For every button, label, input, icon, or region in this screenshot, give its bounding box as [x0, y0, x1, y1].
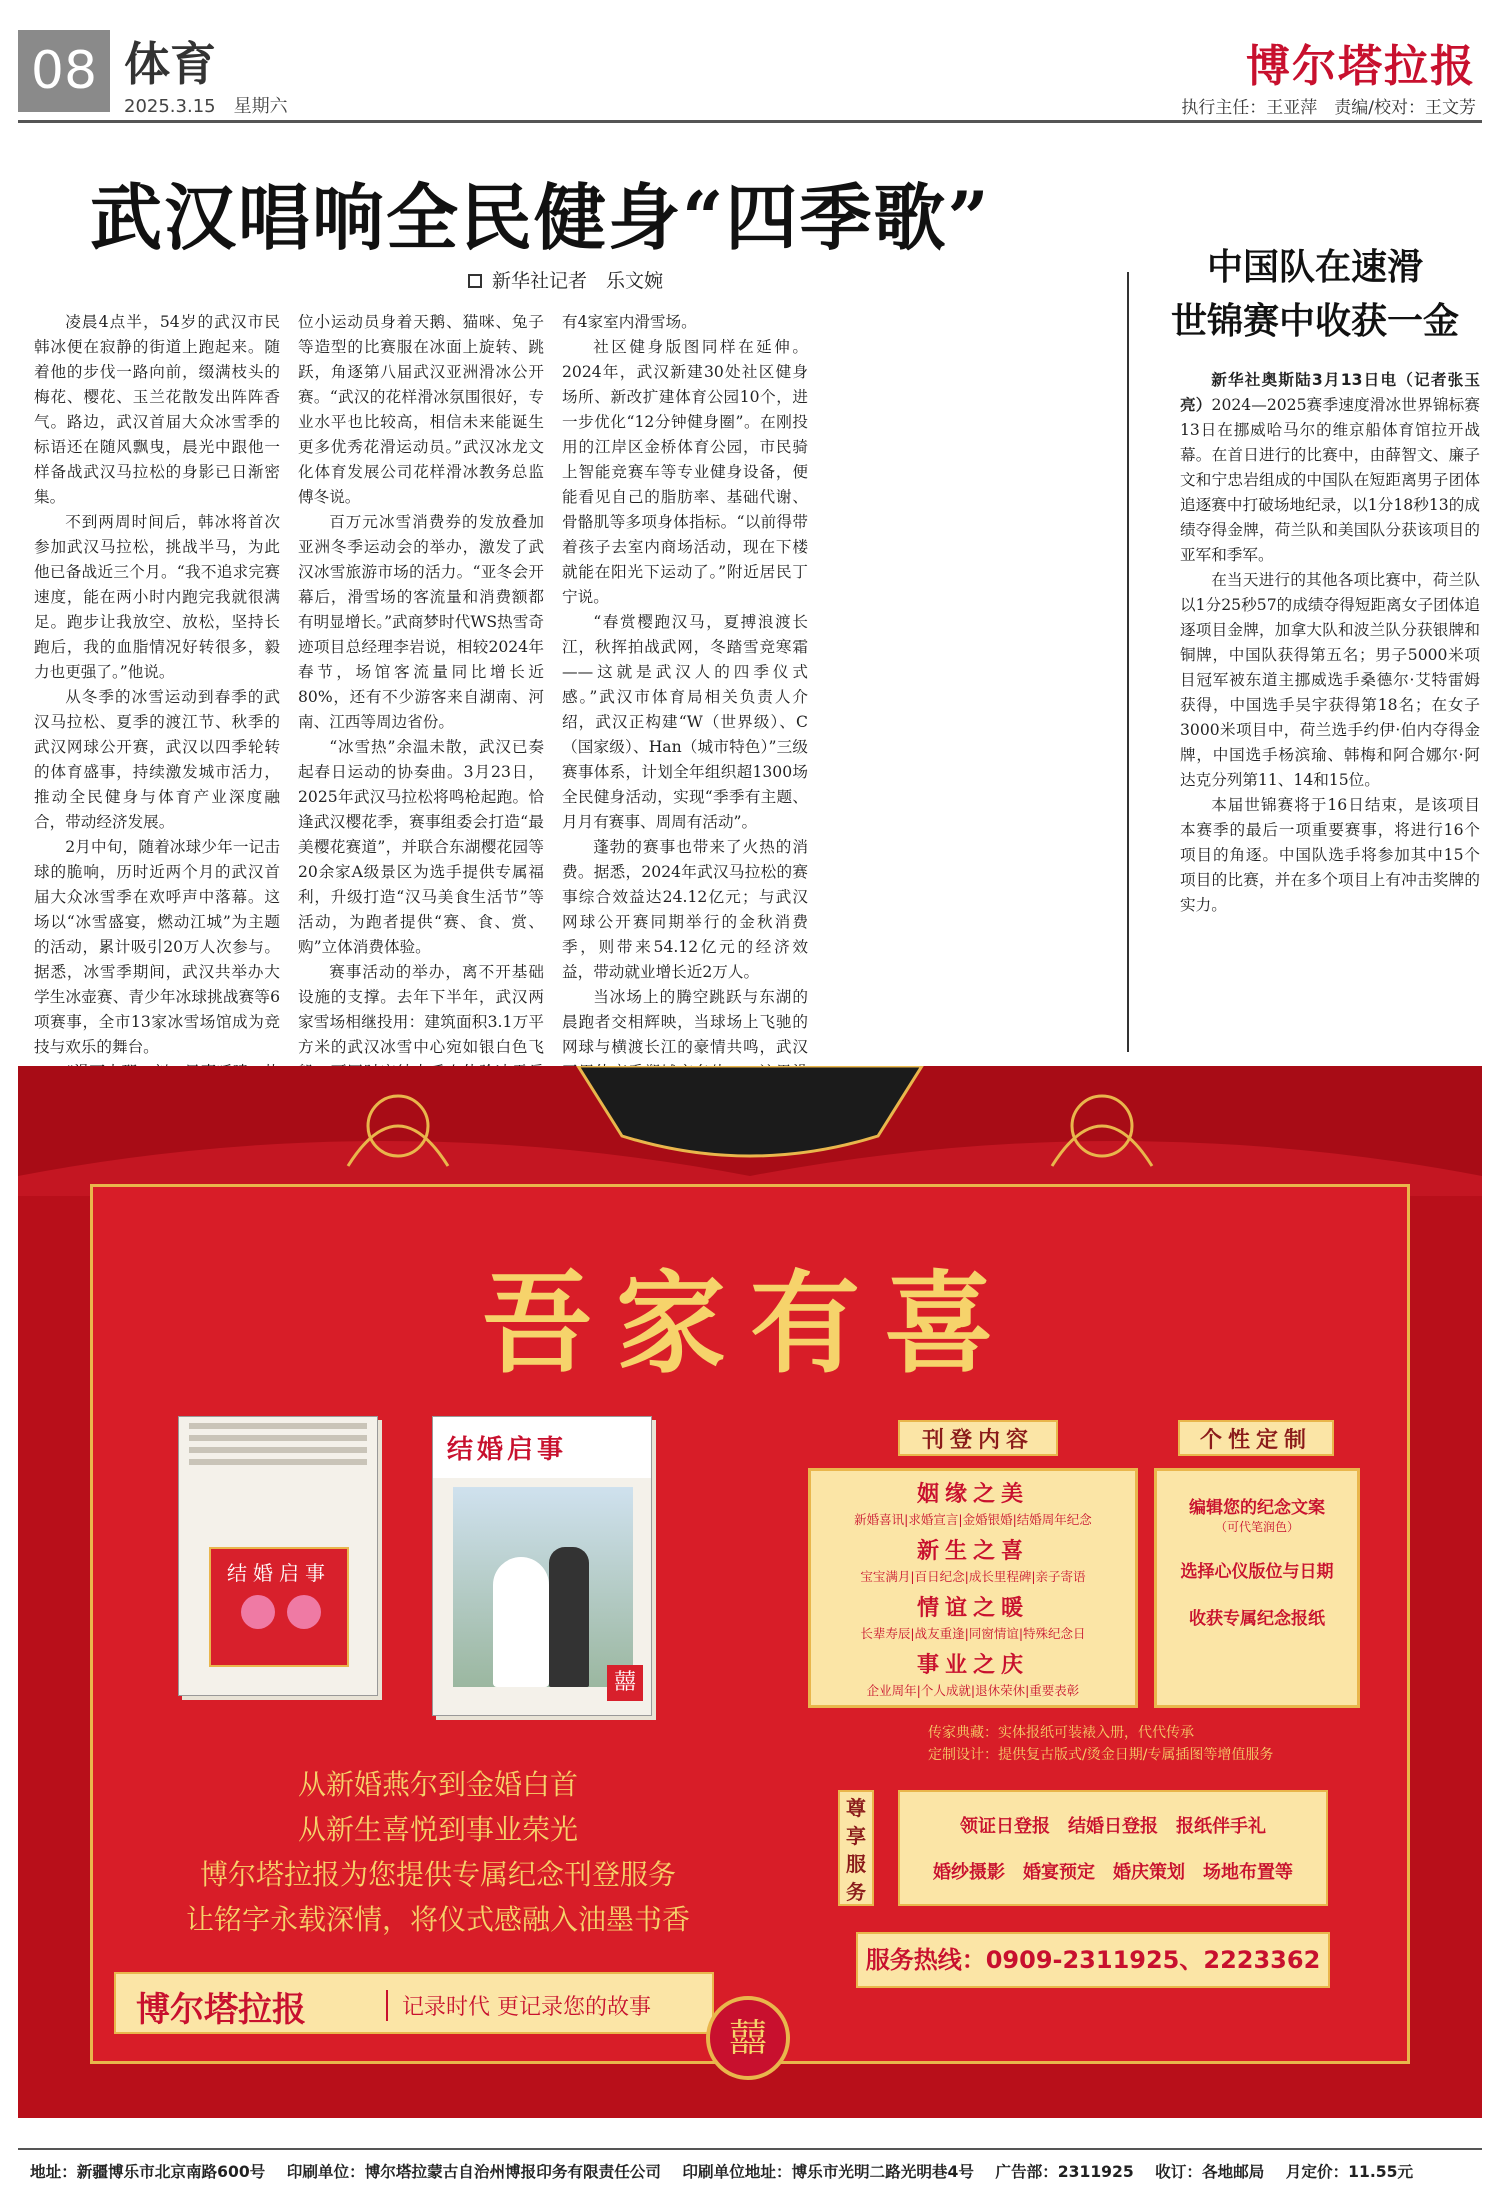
footer-price: 月定价：11.55元 — [1285, 2163, 1414, 2181]
footer-printer: 印刷单位：博尔塔拉蒙古自治州博报印务有限责任公司 — [286, 2163, 661, 2181]
category-items: 新婚喜讯|求婚宣言|金婚银婚|结婚周年纪念 — [854, 1512, 1092, 1527]
double-happiness-icon: 囍 — [607, 1665, 643, 1701]
paragraph-text: 2024—2025赛季速度滑冰世界锦标赛13日在挪威哈马尔的维京船体育馆拉开战幕。在首日进行的比赛中，由薛智文、廉子文和宁忠岩组成的中国队在短距离男子团体追逐赛中打破场地纪录，以1分18秒13的成绩夺得金牌，荷兰队和美国队分获该项目的亚军和季军。 — [1180, 396, 1480, 564]
content-panel — [808, 1468, 1138, 1708]
page-number: 08 — [18, 30, 110, 112]
paragraph: “春赏樱跑汉马，夏搏浪渡长江，秋挥拍战武网，冬踏雪竞寒霜——这就是武汉人的四季仪式感。”武汉市体育局相关负责人介绍，武汉正构建“W（世界级）、C（国家级）、Han（城市特色）”三级赛事体系，计划全年组织超1300场全民健身活动，实现“季季有主题、月月有赛事、周周有活动”。 — [562, 613, 808, 831]
paragraph: 当冰场上的腾空跳跃与东湖的晨跑者交相辉映，当球场上飞驰的网球与横渡长江的豪情共鸣，武汉 — [562, 988, 808, 1056]
paper-headline: 结婚启事 — [433, 1417, 651, 1478]
bride-figure — [493, 1557, 549, 1687]
slogan-line: 从新婚燕尔到金婚白首 — [297, 1768, 578, 1801]
double-happiness-seal-icon: 囍 — [706, 1996, 790, 2080]
newspaper-sample-1 — [178, 1416, 378, 1696]
dateline: 新华社奥斯陆3月13日电（记者张玉亮） — [1180, 371, 1480, 414]
service-hotline: 服务热线：0909-2311925、2223362 — [856, 1932, 1330, 1988]
paragraph: 蓬勃的赛事也带来了火热的消费。据悉，2024年武汉马拉松的赛事综合效益达24.12亿元；与武汉网球公开赛同期举行的金秋消费季，则带来54.12亿元的经济效益，带动就业增长近2万人。 — [562, 838, 808, 981]
text-line — [189, 1459, 367, 1465]
ad-brand-bar — [114, 1972, 714, 2034]
custom-item: 收获专属纪念报纸 — [1189, 1609, 1325, 1629]
masthead-logo: 博尔塔拉报 — [1246, 41, 1476, 92]
paragraph — [1180, 368, 1480, 568]
side-headline-line: 中国队在速滑 — [1206, 246, 1423, 288]
side-article-body — [1180, 368, 1480, 918]
ad-slogan — [158, 1762, 718, 1942]
footer-divider — [18, 2148, 1482, 2150]
issue-date: 2025.3.15 星期六 — [124, 96, 288, 117]
slogan-line: 让铭字永载深情，将仪式感融入油墨书香 — [185, 1903, 690, 1936]
ornament-icon — [18, 1066, 1482, 1196]
main-headline: 武汉唱响全民健身“四季歌” — [90, 175, 991, 260]
custom-item: 选择心仪版位与日期 — [1180, 1562, 1334, 1582]
paragraph: 社区健身版图同样在延伸。2024年，武汉新建30处社区健身场所、新改扩建体育公园10个，进一步优化“12分钟健身圈”。在刚投用的江岸区金桥体育公园，市民骑上智能竞赛车等专业健身设备，便能看见自己的脂肪率、基础代谢、骨骼肌等多项身体指标。“以前得带着孩子去室内商场活动，现在下楼就能在阳光下运动了。”附近居民丁宁说。 — [562, 338, 808, 606]
footer-printer-address: 印刷单位地址：博乐市光明二路光明巷4号 — [682, 2163, 974, 2181]
wedding-advertisement — [18, 1066, 1482, 2118]
category-title: 新生之喜 — [916, 1538, 1029, 1564]
paragraph: 凌晨4点半，54岁的武汉市民韩冰便在寂静的街道上跑起来。随着他的步伐一路向前，缀满枝头的梅花、樱花、玉兰花散发出阵阵香气。路边，武汉首届大众冰雪季的标语还在随风飘曳，晨光中跟他一样备战武汉马拉松的身影已日渐密集。 — [34, 313, 280, 506]
brand-tagline: 记录时代 更记录您的故事 — [386, 1990, 651, 2021]
text-line — [189, 1423, 367, 1429]
service-label: 尊享服务 — [838, 1790, 874, 1906]
article-column-2 — [298, 310, 544, 1160]
category-title: 情谊之暖 — [916, 1595, 1029, 1621]
text-line — [189, 1435, 367, 1441]
custom-panel — [1154, 1468, 1360, 1708]
text-line — [189, 1447, 367, 1453]
paragraph: 有4家室内滑雪场。 — [562, 313, 697, 331]
editor-credits: 执行主任：王亚萍 责编/校对：王文芳 — [1181, 98, 1476, 118]
header-divider — [18, 120, 1482, 123]
paragraph: 不到两周时间后，韩冰将首次参加武汉马拉松，挑战半马，为此他已备战近三个月。“我不追求完赛速度，能在两小时内跑完我就很满足。跑步让我放空、放松，坚持长跑后，我的血脂情况好转很多，毅力也更强了。”他说。 — [34, 513, 280, 681]
footer — [30, 2160, 1470, 2182]
wedding-photo — [453, 1487, 633, 1687]
footer-address: 地址：新疆博乐市北京南路600号 — [30, 2163, 266, 2181]
side-headline — [1140, 240, 1490, 348]
byline-box-icon — [468, 274, 482, 288]
paragraph: 本届世锦赛将于16日结束，是该项目本赛季的最后一项重要赛事，将进行16个项目的角逐。中国队选手将参加其中15个项目的比赛，并在多个项目上有冲击奖牌的实力。 — [1180, 796, 1480, 914]
slogan-line: 博尔塔拉报为您提供专属纪念刊登服务 — [199, 1858, 676, 1891]
category-title: 姻缘之美 — [916, 1481, 1029, 1507]
custom-note: （可代笔润色） — [1214, 1520, 1299, 1534]
category-items: 宝宝满月|百日纪念|成长里程碑|亲子寄语 — [860, 1569, 1086, 1584]
category-title: 事业之庆 — [916, 1652, 1029, 1678]
article-column-1 — [34, 310, 280, 1185]
custom-heading: 个性定制 — [1178, 1420, 1334, 1456]
paragraph: “冰雪热”余温未散，武汉已奏起春日运动的协奏曲。3月23日，2025年武汉马拉松将鸣枪起跑。恰逢武汉樱花季，赛事组委会打造“最美樱花赛道”，并联合东湖樱花园等20余家A级景区为选手提供专属福利，升级打造“汉马美食生活节”等活动，为跑者提供“赛、食、赏、购”立体消费体验。 — [298, 738, 544, 956]
brand-logo: 博尔塔拉报 — [136, 1990, 306, 2030]
custom-item: 编辑您的纪念文案 — [1189, 1498, 1325, 1518]
groom-figure — [549, 1547, 589, 1687]
note-line: 定制设计：提供复古版式/烫金日期/专属插图等增值服务 — [928, 1747, 1274, 1763]
ad-title: 吾家有喜 — [482, 1259, 1018, 1388]
content-heading: 刊登内容 — [898, 1420, 1058, 1456]
heart-icon — [241, 1595, 275, 1629]
slogan-line: 从新生喜悦到事业荣光 — [297, 1813, 578, 1846]
paragraph: 从冬季的冰雪运动到春季的武汉马拉松、夏季的渡江节、秋季的武汉网球公开赛，武汉以四季轮转的体育盛事，持续激发城市活力，推动全民健身与体育产业深度融合，带动经济发展。 — [34, 688, 280, 831]
article-column-3 — [562, 310, 808, 1160]
wedding-notice-card — [209, 1547, 349, 1667]
side-headline-line: 世锦赛中收获一金 — [1170, 300, 1459, 342]
paragraph: 赛事活动的举办，离不开基础设施的支撑。去年下半年，武汉两家雪场相继投用：建筑面积3.1万平方米的武汉冰雪中心宛如银白色飞 — [298, 963, 544, 1056]
card-title: 结婚启事 — [227, 1561, 331, 1585]
note-line: 传家典藏：实体报纸可装裱入册，代代传承 — [928, 1725, 1194, 1741]
service-line: 婚纱摄影 婚宴预定 婚庆策划 场地布置等 — [933, 1862, 1293, 1883]
category-items: 长辈寿辰|战友重逢|同窗情谊|特殊纪念日 — [860, 1626, 1086, 1641]
newspaper-sample-2 — [432, 1416, 652, 1716]
service-box — [898, 1790, 1328, 1906]
byline-text: 新华社记者 乐文婉 — [492, 270, 664, 292]
column-divider — [1127, 272, 1129, 1052]
paragraph: 在当天进行的其他各项比赛中，荷兰队以1分25秒57的成绩夺得短距离女子团体追逐项目金牌，加拿大队和波兰队分获银牌和铜牌，中国队获得第五名；男子5000米项目冠军被东道主挪威选手桑德尔·艾特雷姆获得，中国选手吴宇获得第18名；在女子3000米项目中，荷兰选手约伊·伯内夺得金牌，中国选手杨滨瑜、韩梅和阿合娜尔·阿达克分列第11、14和15位。 — [1180, 571, 1480, 789]
ad-notes — [928, 1722, 1273, 1766]
category-items: 企业周年|个人成就|退休荣休|重要表彰 — [866, 1683, 1080, 1698]
paragraph: 百万元冰雪消费券的发放叠加亚洲冬季运动会的举办，激发了武汉冰雪旅游市场的活力。“亚冬会开幕后，滑雪场的客流量和消费额都有明显增长。”武商梦时代WS热雪奇迹项目总经理李岩说，相较2024年春节，场馆客流量同比增长近80%，还有不少游客来自湖南、河南、江西等周边省份。 — [298, 513, 544, 731]
footer-ad-dept: 广告部：2311925 — [995, 2163, 1134, 2181]
footer-subscription: 收订：各地邮局 — [1155, 2163, 1265, 2181]
byline — [468, 266, 663, 293]
service-line: 领证日登报 结婚日登报 报纸伴手礼 — [960, 1816, 1266, 1837]
section-title: 体育 — [124, 37, 216, 91]
heart-icon — [287, 1595, 321, 1629]
paragraph: 2月中旬，随着冰球少年一记击球的脆响，历时近两个月的武汉首届大众冰雪季在欢呼声中落幕。这场以“冰雪盛宴，燃动江城”为主题的活动，累计吸引20万人次参与。据悉，冰雪季期间，武汉共举办大学生冰壶赛、青少年冰球挑战赛等6项赛事，全市13家冰雪场馆成为竞技与欢乐的舞台。 — [34, 838, 280, 1056]
paragraph: 位小运动员身着天鹅、猫咪、兔子等造型的比赛服在冰面上旋转、跳跃，角逐第八届武汉亚洲滑冰公开赛。“武汉的花样滑冰氛围很好，专业水平也比较高，相信未来能诞生更多优秀花滑运动员。”武汉冰龙文化体育发展公司花样滑冰教务总监傅冬说。 — [298, 313, 544, 506]
